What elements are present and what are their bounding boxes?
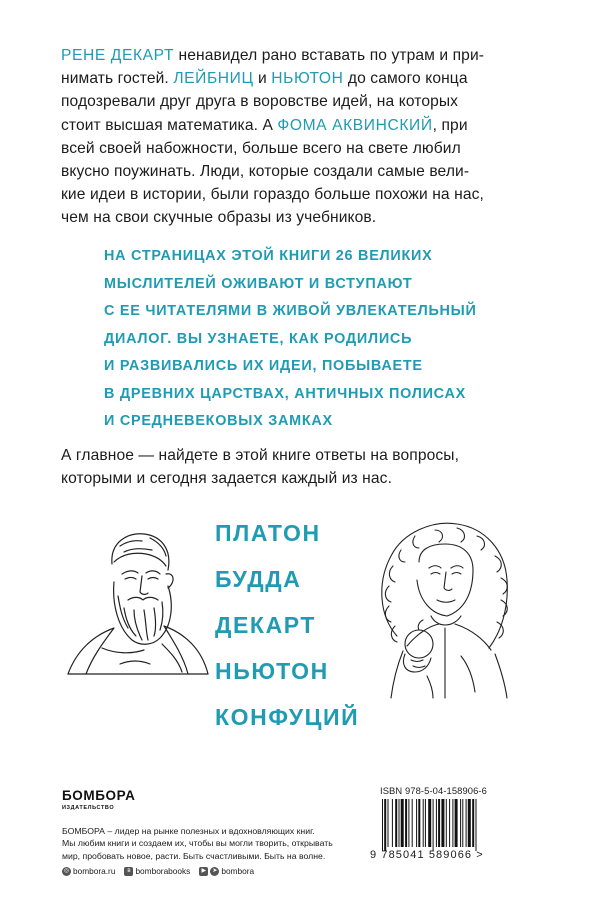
callout-line: В ДРЕВНИХ ЦАРСТВАХ, АНТИЧНЫХ ПОЛИСАХ: [104, 385, 466, 402]
website-link[interactable]: ◎ bombora.ru: [63, 866, 116, 877]
barcode-bar: [436, 799, 437, 847]
name-leibniz: ЛЕЙБНИЦ: [173, 70, 254, 88]
intro-line: кие идеи в истории, были гораздо больше похожи на нас,: [61, 186, 484, 204]
barcode-bar: [466, 799, 467, 847]
callout-line: И РАЗВИВАЛИСЬ ИХ ИДЕИ, ПОБЫВАЕТЕ: [104, 358, 423, 374]
barcode-bar: [476, 799, 477, 851]
thinker-name: ПЛАТОН: [215, 520, 321, 546]
vk-icon: в: [124, 867, 133, 876]
barcode-bar: [462, 799, 463, 847]
publisher-logo-subtitle: ИЗДАТЕЛЬСТВО: [62, 805, 115, 811]
plato-portrait-illustration: [62, 524, 212, 679]
callout-line: С ЕЕ ЧИТАТЕЛЯМИ В ЖИВОЙ УВЛЕКАТЕЛЬНЫЙ: [104, 303, 477, 319]
intro-line: подозревали друг друга в воровстве идей, на которых: [61, 93, 459, 111]
barcode-bar: [441, 799, 444, 847]
isbn-block: [370, 785, 540, 861]
barcode-bar: [438, 799, 440, 847]
barcode-bar: [472, 799, 474, 847]
barcode-bar: [468, 799, 471, 847]
vk-link[interactable]: в bomborabooks: [124, 866, 190, 876]
intro-line: стоит высшая математика. А ФОМА АКВИНСКИЙ, при: [61, 116, 468, 134]
callout-line: МЫСЛИТЕЛЕЙ ОЖИВАЮТ И ВСТУПАЮТ: [104, 275, 413, 292]
callout-line: ДИАЛОГ. ВЫ УЗНАЕТЕ, КАК РОДИЛИСЬ: [104, 330, 413, 347]
callout-line: НА СТРАНИЦАХ ЭТОЙ КНИГИ 26 ВЕЛИКИХ: [104, 248, 433, 264]
barcode-bar: [455, 799, 458, 847]
thinker-name: БУДДА: [215, 566, 302, 592]
callout-paragraph: [104, 243, 534, 436]
summary-paragraph: [61, 444, 561, 490]
barcode-bar: [388, 799, 389, 847]
youtube-icon: ▶: [199, 867, 208, 876]
barcode-bar: [449, 799, 450, 847]
barcode: [380, 799, 530, 851]
barcode-bar: [401, 799, 404, 847]
barcode-bar: [399, 799, 400, 847]
intro-line: всей своей набожности, больше всего на свете любил: [61, 139, 461, 157]
barcode-bar: [418, 799, 420, 847]
name-aquinas: ФОМА АКВИНСКИЙ: [277, 116, 433, 134]
name-newton: НЬЮТОН: [271, 70, 344, 88]
publisher-block: [62, 789, 352, 876]
barcode-digits: 9 785041 589066 >: [370, 849, 484, 861]
barcode-bar: [452, 799, 453, 847]
social-link[interactable]: ▶ ➤ bombora: [199, 866, 254, 876]
barcode-bar: [428, 799, 431, 847]
barcode-bar: [412, 799, 413, 847]
barcode-bar: [446, 799, 447, 847]
barcode-bar: [460, 799, 461, 847]
thinker-name: НЬЮТОН: [215, 658, 329, 684]
name-descartes: РЕНЕ ДЕКАРТ: [61, 47, 175, 64]
isbn-label: ISBN 978-5-04-158906-6: [380, 785, 487, 796]
barcode-bar: [405, 799, 407, 847]
intro-line: РЕНЕ ДЕКАРТ ненавидел рано вставать по утрам и при-: [61, 47, 485, 64]
thinkers-list: [215, 519, 359, 749]
intro-line: чем на свои скучные образы из учебников.: [61, 209, 377, 227]
thinker-name: ДЕКАРТ: [215, 612, 317, 638]
summary-line: которыми и сегодня задается каждый из нас.: [61, 470, 392, 488]
publisher-description: БОМБОРА – лидер на рынке полезных и вдохновляющих книг. Мы любим книги и создаем их, чтобы вы могли творить, открывать мир, пробовать новое, расти. Быть счастливыми. Быть на волне.: [62, 826, 333, 861]
intro-line: вкусно поужинать. Люди, которые создали самые вели-: [61, 163, 470, 181]
barcode-bar: [408, 799, 409, 847]
globe-icon: ◎: [63, 867, 70, 874]
callout-line: И СРЕДНЕВЕКОВЫХ ЗАМКАХ: [104, 413, 333, 429]
publisher-links: [62, 866, 352, 876]
telegram-icon: ➤: [212, 867, 218, 874]
thinker-name: КОНФУЦИЙ: [215, 704, 360, 730]
barcode-bar: [433, 799, 434, 851]
barcode-bar: [416, 799, 417, 847]
intro-line: нимать гостей. ЛЕЙБНИЦ и НЬЮТОН до самого конца: [61, 70, 468, 88]
barcode-bar: [425, 799, 426, 847]
barcode-bar: [392, 799, 393, 847]
newton-portrait-illustration: [357, 516, 532, 701]
intro-paragraph: [61, 44, 561, 230]
barcode-bar: [384, 799, 386, 851]
summary-line: А главное — найдете в этой книге ответы на вопросы,: [61, 447, 460, 464]
publisher-logo: БОМБОРА: [62, 788, 136, 803]
barcode-bar: [395, 799, 397, 847]
barcode-bar: [382, 799, 383, 851]
barcode-bar: [423, 799, 424, 847]
